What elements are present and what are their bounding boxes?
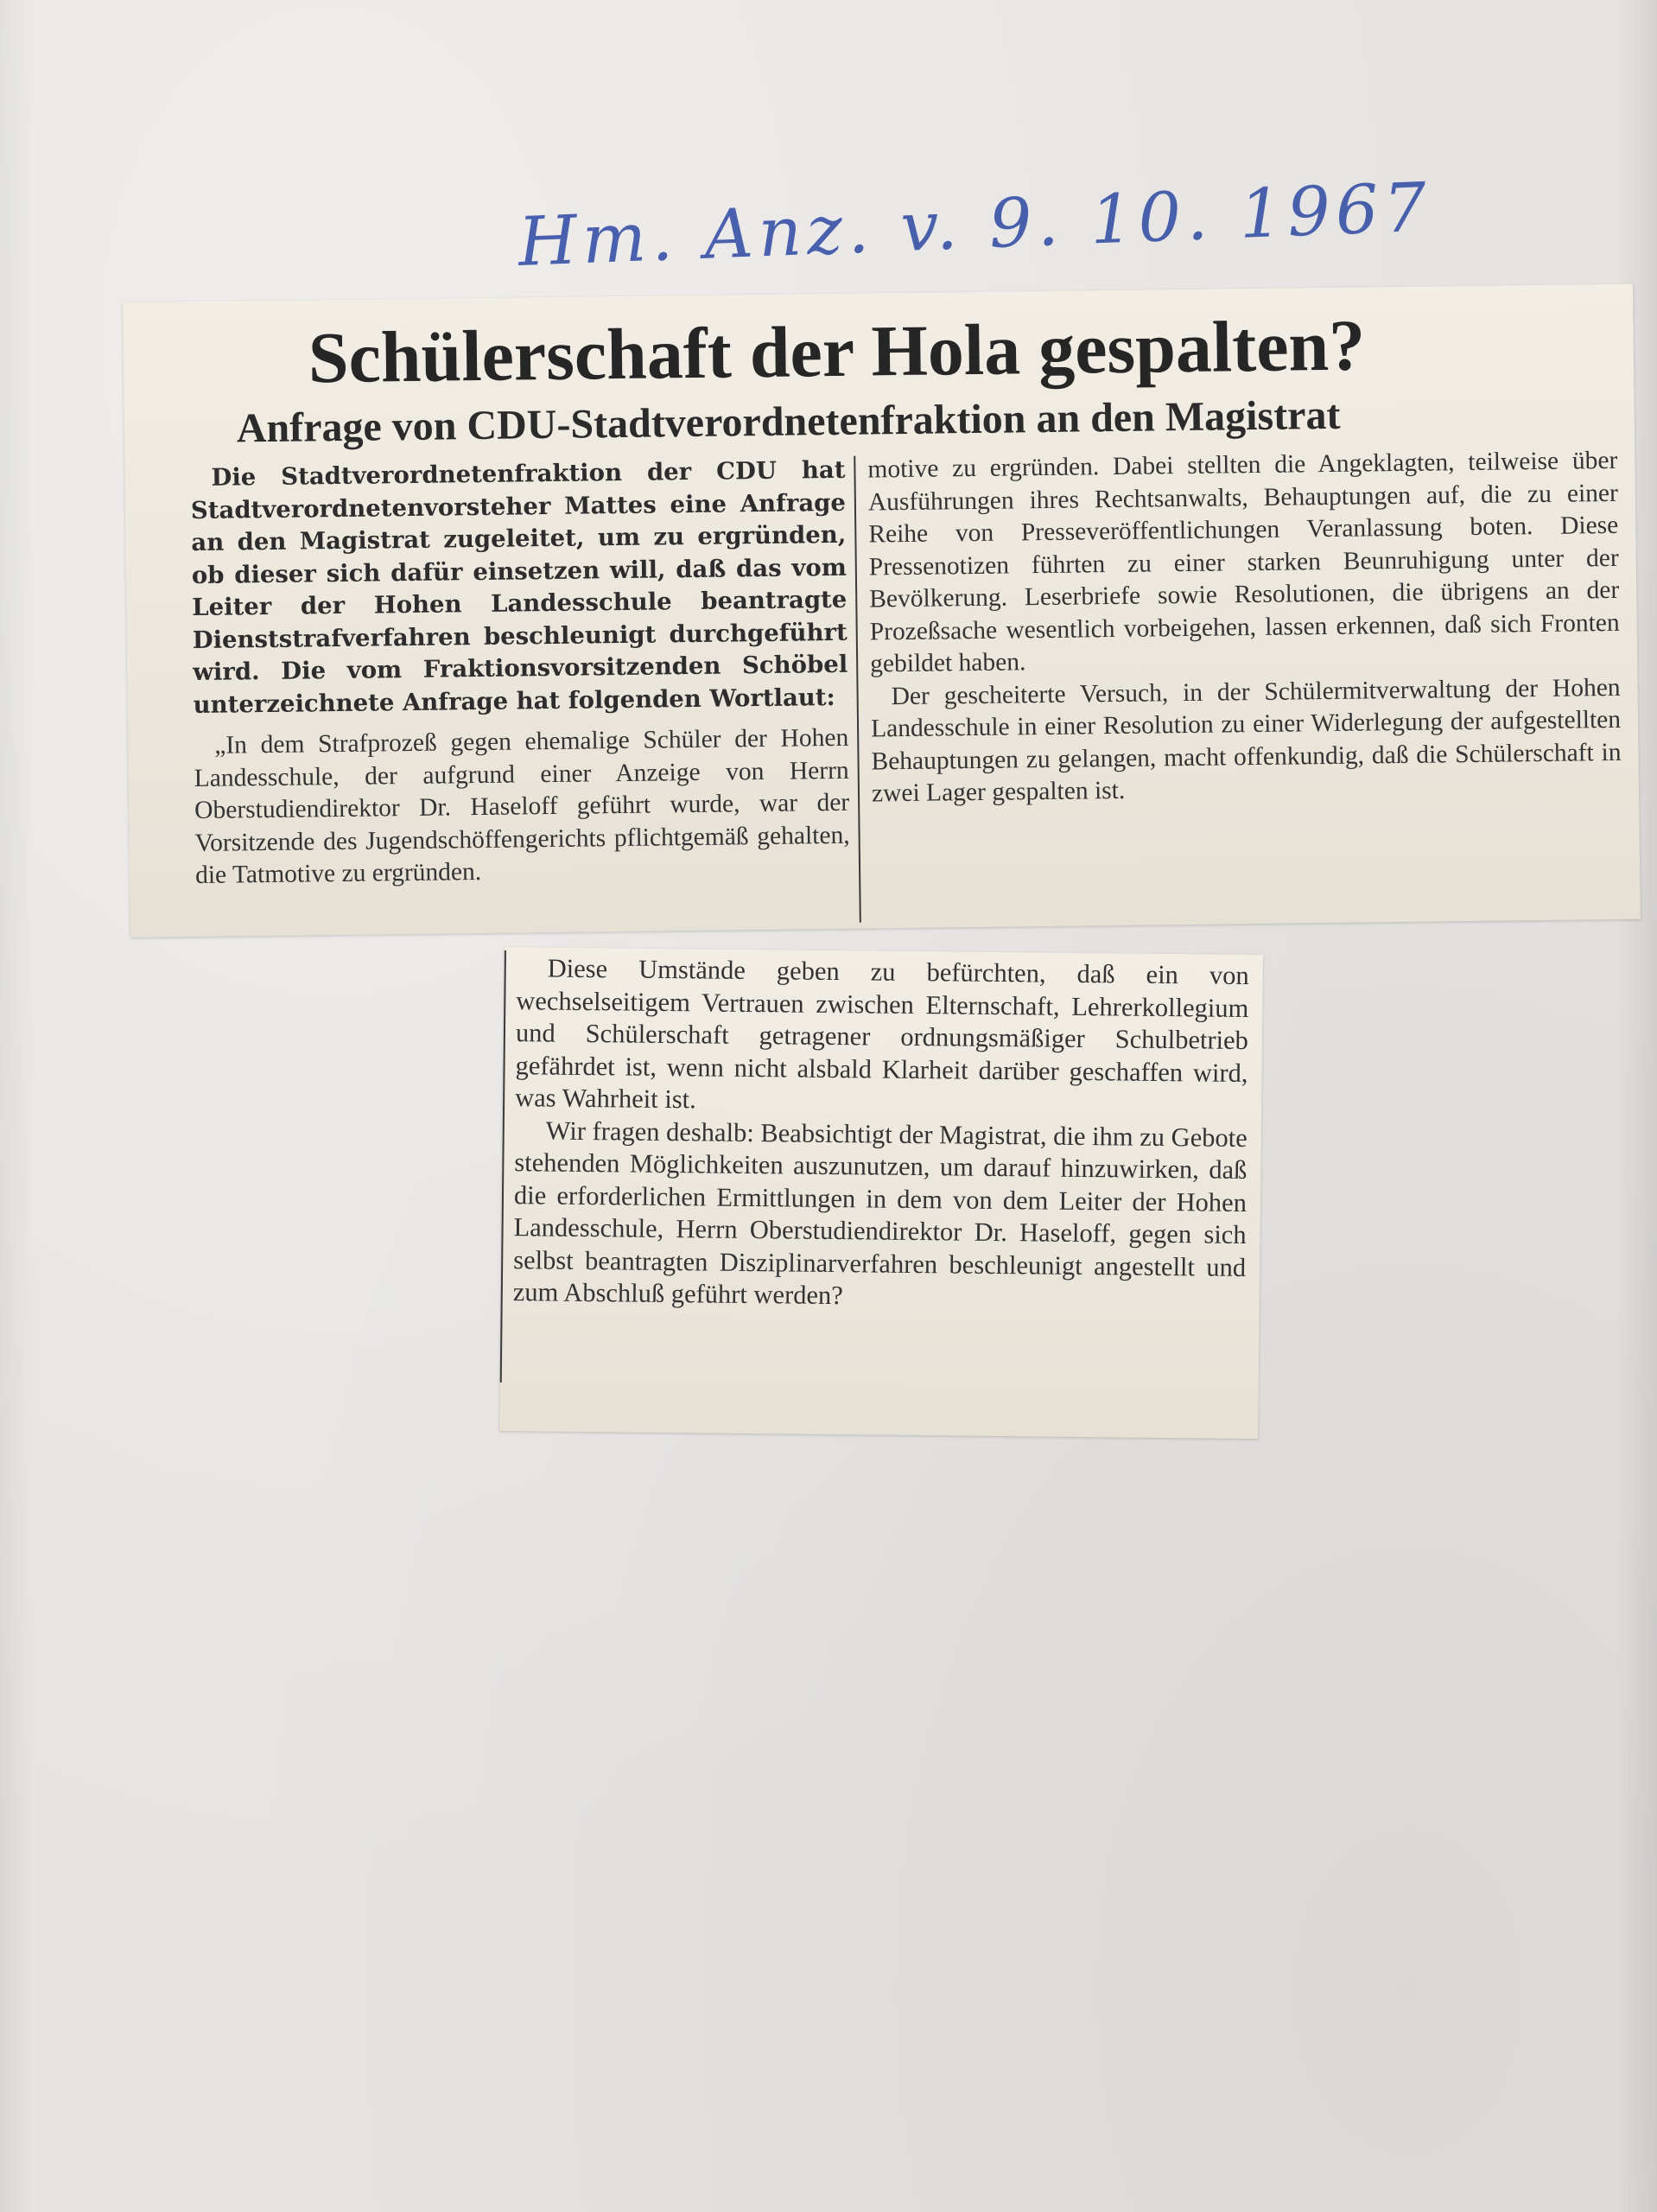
article-column-left	[190, 454, 850, 893]
article-headline: Schülerschaft der Hola gespalten?	[308, 305, 1366, 399]
article-paragraph: Der gescheiterte Versuch, in der Schülermitverwaltung der Hohen Landesschule in einer Resolution zu einer Widerlegung der aufgestellten Behauptungen zu gelangen, macht offenkundig, daß die Schülerschaft in zwei Lager gespalten ist.	[870, 673, 1622, 808]
article-column-bottom	[513, 952, 1249, 1316]
article-paragraph: Wir fragen deshalb: Beabsichtigt der Magistrat, die ihm zu Gebote stehenden Möglichkeiten auszunutzen, um darauf hinzuwirken, daß die erforderlichen Ermittlungen in dem von dem Leiter der Hohen Landesschule, Herrn Oberstudiendirektor Dr. Haseloff, gegen sich selbst beantragten Disziplinarverfahren beschleunigt angestellt und zum Abschluß geführt werden?	[512, 1116, 1248, 1311]
newspaper-clipping-top	[123, 284, 1641, 938]
article-subheadline: Anfrage von CDU-Stadtverordnetenfraktion an den Magistrat	[236, 391, 1341, 452]
column-divider	[500, 950, 506, 1382]
article-paragraph: motive zu ergründen. Dabei stellten die Angeklagten, teilweise über Ausführungen ihres Rechtsanwalts, Behauptungen auf, die zu einer Reihe von Presseveröffentlichungen Veranlassung boten. Diese Pressenotizen führten zu einer starken Beunruhigung unter der Bevölkerung. Leserbriefe sowie Resolutionen, die übrigens an der Prozeßsache wesentlich vorbeigehen, lassen erkennen, daß sich Fronten gebildet haben.	[867, 446, 1620, 678]
article-lead-paragraph: Die Stadtverordnetenfraktion der CDU hat Stadtverordnetenvorsteher Mattes eine Anfrage an den Magistrat zugeleitet, um zu ergründen, ob dieser sich dafür einsetzen will, daß das vom Leiter der Hohen Landesschule beantragte Dienststrafverfahren beschleunigt durchgeführt wird. Die vom Fraktionsvorsitzenden Schöbel unterzeichnete Anfrage hat folgenden Wortlaut:	[190, 455, 848, 719]
article-column-right	[867, 445, 1622, 810]
newspaper-clipping-bottom	[499, 947, 1263, 1439]
handwritten-source-note: Hm. Anz. v. 9. 10. 1967	[517, 168, 1433, 282]
article-quote-paragraph: „In dem Strafprozeß gegen ehemalige Schüler der Hohen Landesschule, der aufgrund einer Anzeige von Herrn Oberstudiendirektor Dr. Haseloff geführt wurde, war der Vorsitzende des Jugendschöffengerichts pflichtgemäß gehalten, die Tatmotive zu ergründen.	[194, 723, 850, 890]
column-divider	[854, 456, 861, 923]
article-paragraph: Diese Umstände geben zu befürchten, daß ein von wechselseitigem Vertrauen zwischen Elternschaft, Lehrerkollegium und Schülerschaft getragener ordnungsmäßiger Schulbetrieb gefährdet ist, wenn nicht alsbald Klarheit darüber geschaffen wird, was Wahrheit ist.	[514, 953, 1249, 1115]
